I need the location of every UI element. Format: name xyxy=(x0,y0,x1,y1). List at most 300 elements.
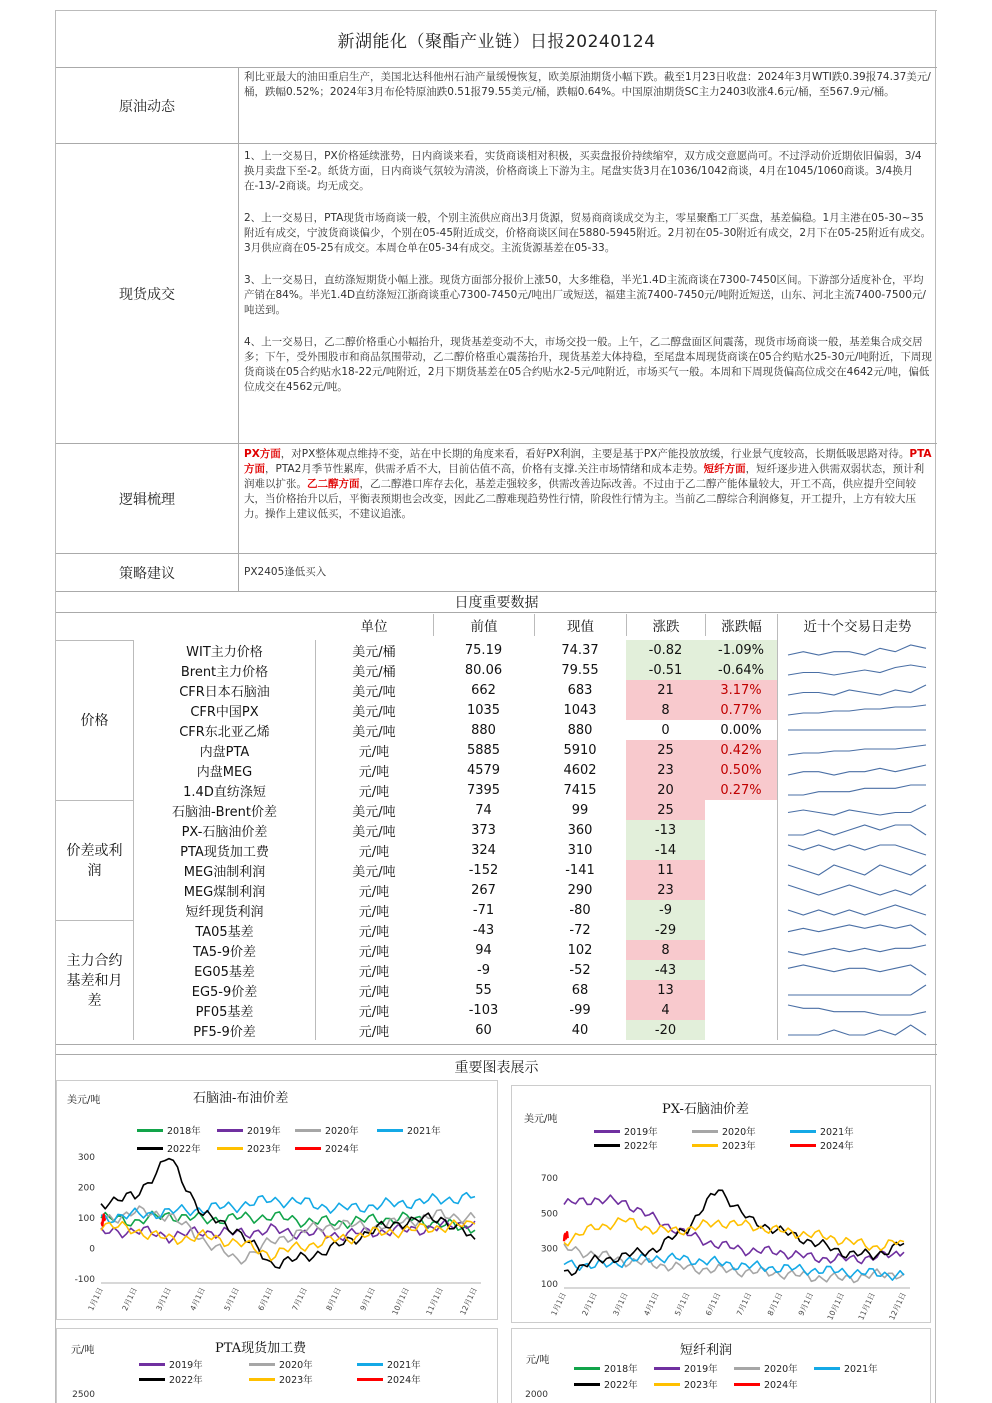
row-prev: 7395 xyxy=(466,782,501,798)
legend-swatch xyxy=(357,1363,383,1366)
logic-heading-pf: 短纤方面 xyxy=(703,463,746,475)
row-prev: 4579 xyxy=(466,762,501,778)
series-line-2023 xyxy=(101,1220,475,1260)
row-unit: 美元/吨 xyxy=(352,864,396,880)
table-row xyxy=(56,820,937,840)
table-row xyxy=(56,980,937,1000)
series-line-2021 xyxy=(101,1193,475,1223)
legend-swatch xyxy=(654,1383,680,1386)
chart3-unit: 元/吨 xyxy=(71,1345,95,1356)
row-pct xyxy=(705,940,777,960)
row-prev: 324 xyxy=(471,842,496,858)
table-row xyxy=(56,660,937,680)
legend-item xyxy=(734,1377,798,1391)
legend-label: 2023年 xyxy=(722,1141,756,1152)
legend-item xyxy=(139,1372,203,1386)
row-pct xyxy=(705,840,777,860)
row-trend-sparkline xyxy=(784,940,934,960)
row-prev: 74 xyxy=(475,802,492,818)
table-header-5: 近十个交易日走势 xyxy=(777,614,937,636)
row-pct: 0.27% xyxy=(705,780,777,800)
row-name: Brent主力价格 xyxy=(180,664,269,680)
sparkline-path xyxy=(788,945,926,955)
row-trend-sparkline xyxy=(784,1020,934,1040)
logic-heading-meg: 乙二醇方面 xyxy=(307,478,360,490)
y-tick-label: 700 xyxy=(540,1174,558,1184)
strategy-label: 策略建议 xyxy=(56,554,239,591)
table-row xyxy=(56,1020,937,1040)
logic-section xyxy=(56,443,937,553)
row-unit: 元/吨 xyxy=(358,884,390,900)
row-trend-sparkline xyxy=(784,780,934,800)
row-unit: 美元/吨 xyxy=(352,804,396,820)
y-tick-label: 500 xyxy=(540,1209,558,1220)
sparkline-path xyxy=(788,825,926,835)
chart4-ytick: 2000 xyxy=(525,1390,548,1400)
table-row xyxy=(56,800,937,820)
row-cur: 99 xyxy=(571,802,589,818)
row-chg: -43 xyxy=(626,960,705,980)
legend-item xyxy=(574,1361,638,1375)
chart2-plot xyxy=(512,1086,932,1324)
row-cur: 4602 xyxy=(563,762,597,778)
y-tick-label: 300 xyxy=(77,1153,95,1163)
y-tick-label: 300 xyxy=(540,1244,558,1255)
y-tick-label: 100 xyxy=(540,1280,558,1290)
chart1-plot xyxy=(57,1081,499,1321)
sparkline-path xyxy=(788,645,926,655)
row-trend-sparkline xyxy=(784,640,934,660)
sparkline-path xyxy=(788,985,926,995)
table-row xyxy=(56,900,937,920)
row-cur: 7415 xyxy=(563,782,597,798)
row-prev: 55 xyxy=(475,982,492,998)
table-group-label: 价格 xyxy=(56,640,134,800)
row-pct: 0.00% xyxy=(720,722,762,738)
table-header-2: 现值 xyxy=(534,614,626,636)
x-tick-label: 5月1日 xyxy=(672,1291,692,1318)
legend-swatch xyxy=(249,1363,275,1366)
row-prev: 60 xyxy=(475,1022,492,1038)
row-unit: 元/吨 xyxy=(358,944,390,960)
legend-label: 2020年 xyxy=(325,1126,359,1137)
row-cur: -80 xyxy=(569,902,591,918)
sparkline-path xyxy=(788,745,926,755)
row-trend-sparkline xyxy=(784,880,934,900)
row-cur: 5910 xyxy=(563,742,597,758)
row-name: MEG油制利润 xyxy=(183,864,266,880)
x-tick-label: 3月1日 xyxy=(611,1291,630,1318)
chart2-unit: 美元/吨 xyxy=(524,1114,558,1125)
row-name: EG5-9价差 xyxy=(191,984,258,1000)
naphtha-brent-spread-chart xyxy=(56,1080,498,1320)
row-unit: 元/吨 xyxy=(358,1004,390,1020)
legend-label: 2024年 xyxy=(764,1380,798,1391)
row-cur: 310 xyxy=(567,842,593,858)
row-name: 短纤现货利润 xyxy=(185,904,264,920)
table-header-0: 单位 xyxy=(360,619,388,635)
spot-paragraph-pf: 3、上一交易日，直纺涤短期货小幅上涨。现货方面部分报价上涨50，大多维稳，半光1.4D主流商谈在7300-7450区间。下游部分适度补仓，平均产销在84%。半光1.4D直纺涤短江浙商谈重心7300-7450元/吨出厂或短送，福建主流7400-7450元/吨附近短送，山东、河北主流7400-7500元/吨送到。 xyxy=(244,274,926,316)
legend-label: 2021年 xyxy=(407,1126,441,1137)
row-trend-sparkline xyxy=(784,720,934,740)
sparkline-path xyxy=(788,1025,926,1035)
x-tick-label: 6月1日 xyxy=(256,1286,275,1313)
row-name: CFR东北亚乙烯 xyxy=(179,724,270,740)
row-chg: 25 xyxy=(626,800,705,820)
row-prev: -152 xyxy=(468,862,499,878)
spot-paragraph-pta: 2、上一交易日，PTA现货市场商谈一般，个别主流供应商出3月货源，贸易商商谈成交为主，零星聚酯工厂买盘，基差偏稳。1月主港在05-30~35附近有成交，宁波货商谈偏少，个别在05-45附近成交，价格商谈区间在5880-5945附近。2月初在05-30附近有成交，2月下在05-25附近有成交。3月供应商在05-25有成交。本周仓单在05-34有成交。主流货源基差在05-33。 xyxy=(244,212,932,254)
table-row xyxy=(56,840,937,860)
row-chg: 8 xyxy=(626,940,705,960)
sparkline-path xyxy=(788,805,926,815)
sparkline-path xyxy=(788,925,926,935)
row-cur: 360 xyxy=(567,822,593,838)
x-tick-label: 12月1日 xyxy=(887,1291,908,1322)
row-chg: 13 xyxy=(626,980,705,1000)
legend-swatch xyxy=(139,1378,165,1381)
x-tick-label: 8月1日 xyxy=(765,1291,785,1318)
table-row xyxy=(56,640,937,660)
x-tick-label: 7月1日 xyxy=(290,1286,309,1313)
row-name: CFR中国PX xyxy=(190,704,259,720)
legend-label: 2021年 xyxy=(844,1364,878,1375)
row-chg: -13 xyxy=(626,820,705,840)
x-tick-label: 11月1日 xyxy=(856,1291,877,1322)
x-tick-label: 5月1日 xyxy=(222,1286,241,1313)
row-cur: -141 xyxy=(565,862,595,878)
sparkline-path xyxy=(788,1005,926,1015)
x-tick-label: 3月1日 xyxy=(154,1286,173,1313)
daily-data-table xyxy=(56,614,937,1044)
row-cur: 290 xyxy=(567,882,593,898)
table-row xyxy=(56,960,937,980)
legend-item xyxy=(357,1372,421,1386)
row-cur: 68 xyxy=(571,982,589,998)
row-pct xyxy=(705,880,777,900)
logic-heading-pta: PTA方面 xyxy=(244,448,932,475)
row-chg: 0 xyxy=(661,722,670,738)
sparkline-path xyxy=(788,665,926,675)
row-unit: 元/吨 xyxy=(358,904,390,920)
row-cur: -72 xyxy=(569,922,591,938)
table-row xyxy=(56,720,937,740)
row-unit: 元/吨 xyxy=(358,744,390,760)
table-row xyxy=(56,860,937,880)
legend-label: 2024年 xyxy=(820,1141,854,1152)
legend-swatch xyxy=(734,1367,760,1370)
strategy-text: PX2405逢低买入 xyxy=(244,566,327,578)
chart3-title: PTA现货加工费 xyxy=(215,1341,307,1356)
sparkline-path xyxy=(788,765,926,775)
row-prev: 880 xyxy=(471,722,496,738)
row-name: CFR日本石脑油 xyxy=(179,684,270,700)
chart1-unit: 美元/吨 xyxy=(67,1095,101,1106)
sparkline-path xyxy=(788,845,926,855)
row-unit: 元/吨 xyxy=(358,984,390,1000)
row-name: TA5-9价差 xyxy=(192,944,257,960)
logic-text-meg: ，乙二醇港口库存去化，基差走强较多，供需改善边际改善。不过由于乙二醇产能体量较大，开工不高，供应提升空间较大，当价格抬升以后，平衡表预期也会改变，因此乙二醇难现趋势性行情，阶段性行情为主。当前乙二醇综合利润修复，开工提升，上方有较大压力。操作上建议低买，不建议追涨。 xyxy=(244,478,916,520)
row-pct: 0.77% xyxy=(705,700,777,720)
row-name: 内盘PTA xyxy=(199,744,250,760)
logic-text xyxy=(239,444,937,522)
legend-label: 2020年 xyxy=(722,1127,756,1138)
spot-paragraph-meg: 4、上一交易日，乙二醇价格重心小幅抬升，现货基差变动不大，市场交投一般。上午，乙二醇盘面区间震荡，现货市场商谈一般，基差集合成交居多；下午，受外围股市和商品氛围带动，乙二醇价格重心震荡抬升，现货基差大体持稳，至尾盘本周现货商谈在05合约贴水25-30元/吨附近，下周现货商谈在05合约贴水18-22元/吨附近，2月下期货基差在05合约贴水2-5元/吨附近，市场买气一般。本周和下周现货偏高位成交在4642元/吨，偏低位成交在4562元/吨。 xyxy=(244,336,932,393)
row-unit: 美元/吨 xyxy=(352,724,396,740)
row-name: 内盘MEG xyxy=(196,764,253,780)
row-name: 石脑油-Brent价差 xyxy=(171,804,277,820)
row-chg: 8 xyxy=(626,700,705,720)
legend-label: 2021年 xyxy=(387,1360,421,1371)
x-tick-label: 9月1日 xyxy=(796,1291,816,1318)
x-tick-label: 6月1日 xyxy=(703,1291,723,1318)
table-group-label: 主力合约基差和月差 xyxy=(56,920,134,1040)
x-tick-label: 10月1日 xyxy=(825,1291,846,1322)
row-unit: 美元/吨 xyxy=(352,824,396,840)
row-unit: 元/吨 xyxy=(358,844,390,860)
chart3-ytick: 2500 xyxy=(72,1390,95,1400)
row-prev: 373 xyxy=(471,822,496,838)
x-tick-label: 1月1日 xyxy=(86,1286,105,1313)
legend-swatch xyxy=(654,1367,680,1370)
row-trend-sparkline xyxy=(784,860,934,880)
table-row xyxy=(56,680,937,700)
legend-label: 2019年 xyxy=(624,1127,658,1138)
row-unit: 美元/桶 xyxy=(352,664,396,680)
legend-label: 2019年 xyxy=(247,1126,281,1137)
row-pct xyxy=(705,920,777,940)
chart4-title: 短纤利润 xyxy=(680,1343,733,1358)
report-title-row xyxy=(56,10,937,67)
row-cur: 79.55 xyxy=(561,662,599,678)
sparkline-path xyxy=(788,885,926,895)
row-trend-sparkline xyxy=(784,900,934,920)
legend-label: 2024年 xyxy=(387,1375,421,1386)
row-prev: -103 xyxy=(468,1002,499,1018)
row-chg: -14 xyxy=(626,840,705,860)
row-name: PX-石脑油价差 xyxy=(181,824,268,840)
table-group-label: 价差或利润 xyxy=(56,800,134,920)
row-chg: 11 xyxy=(626,860,705,880)
row-trend-sparkline xyxy=(784,840,934,860)
sparkline-path xyxy=(788,705,926,715)
row-pct xyxy=(705,960,777,980)
y-tick-label: 100 xyxy=(77,1214,95,1224)
row-chg: 23 xyxy=(626,760,705,780)
sparkline-path xyxy=(788,865,926,875)
x-tick-label: 9月1日 xyxy=(358,1286,377,1313)
legend-item xyxy=(574,1377,638,1391)
series-line-2021 xyxy=(564,1253,904,1280)
x-tick-label: 7月1日 xyxy=(734,1291,754,1318)
x-tick-label: 4月1日 xyxy=(642,1291,661,1318)
row-name: PF05基差 xyxy=(195,1004,254,1020)
row-pct xyxy=(705,980,777,1000)
chart1-title: 石脑油-布油价差 xyxy=(193,1091,289,1106)
row-pct: 0.42% xyxy=(705,740,777,760)
row-chg: -0.51 xyxy=(626,660,705,680)
table-row xyxy=(56,760,937,780)
row-name: 1.4D直纺涤短 xyxy=(183,784,266,800)
row-trend-sparkline xyxy=(784,700,934,720)
y-tick-label: 0 xyxy=(89,1244,95,1255)
legend-swatch xyxy=(814,1367,840,1370)
row-pct xyxy=(705,860,777,880)
chart2-title: PX-石脑油价差 xyxy=(662,1102,749,1117)
sparkline-path xyxy=(788,965,926,975)
row-unit: 元/吨 xyxy=(358,924,390,940)
legend-label: 2022年 xyxy=(169,1375,203,1386)
table-row xyxy=(56,780,937,800)
table-header-row xyxy=(56,614,937,636)
x-tick-label: 11月1日 xyxy=(424,1286,445,1317)
series-line-2020 xyxy=(564,1244,904,1283)
x-tick-label: 10月1日 xyxy=(390,1286,411,1317)
legend-label: 2023年 xyxy=(279,1375,313,1386)
px-naphtha-spread-chart xyxy=(511,1085,931,1323)
logic-label: 逻辑梳理 xyxy=(56,444,239,553)
legend-swatch xyxy=(734,1383,760,1386)
x-tick-label: 1月1日 xyxy=(549,1291,568,1318)
spot-section xyxy=(56,143,937,443)
row-unit: 美元/吨 xyxy=(352,704,396,720)
row-pct xyxy=(705,1000,777,1020)
logic-heading-px: PX方面 xyxy=(244,448,281,460)
series-line-2022 xyxy=(564,1190,904,1275)
table-row xyxy=(56,880,937,900)
legend-label: 2022年 xyxy=(167,1144,201,1155)
x-tick-label: 12月1日 xyxy=(458,1286,479,1317)
legend-label: 2019年 xyxy=(169,1360,203,1371)
row-trend-sparkline xyxy=(784,960,934,980)
x-tick-label: 2月1日 xyxy=(120,1286,139,1313)
legend-label: 2018年 xyxy=(604,1364,638,1375)
legend-label: 2023年 xyxy=(684,1380,718,1391)
crude-text: 利比亚最大的油田重启生产，美国北达科他州石油产量缓慢恢复，欧美原油期货小幅下跌。截至1月23日收盘：2024年3月WTI跌0.39报74.37美元/桶，跌幅0.52%；2024年3月布伦特原油跌0.51报79.55美元/桶，跌幅0.64%。中国原油期货SC主力2403收涨4.6元/桶，至567.9元/桶。 xyxy=(244,71,931,98)
legend-label: 2021年 xyxy=(820,1127,854,1138)
row-cur: -99 xyxy=(569,1002,591,1018)
legend-label: 2023年 xyxy=(247,1144,281,1155)
legend-label: 2020年 xyxy=(764,1364,798,1375)
table-header-3: 涨跌 xyxy=(626,614,705,636)
row-prev: -43 xyxy=(472,922,495,938)
row-trend-sparkline xyxy=(784,980,934,1000)
row-pct: 0.50% xyxy=(705,760,777,780)
crude-section xyxy=(56,67,937,143)
row-unit: 元/吨 xyxy=(358,1024,390,1040)
logic-text-px: ，对PX整体观点维持不变，站在中长期的角度来看，看好PX利润，主要是基于PX产能投放放缓，行业景气度较高，长期低吸思路对待。 xyxy=(280,448,910,460)
legend-item xyxy=(734,1361,798,1375)
table-row xyxy=(56,700,937,720)
charts-title: 重要图表展示 xyxy=(454,1059,539,1076)
row-name: WIT主力价格 xyxy=(186,644,263,660)
sparkline-path xyxy=(788,685,926,695)
legend-item xyxy=(654,1361,718,1375)
row-chg: -29 xyxy=(626,920,705,940)
logic-text-pf: ，短纤逐步进入供需双弱状态，预计利润难以扩张。 xyxy=(244,463,925,490)
table-row xyxy=(56,1000,937,1020)
row-prev: -9 xyxy=(477,962,490,978)
row-cur: 1043 xyxy=(563,702,597,718)
legend-label: 2024年 xyxy=(325,1144,359,1155)
legend-label: 2019年 xyxy=(684,1364,718,1375)
row-name: TA05基差 xyxy=(195,924,254,940)
row-chg: 21 xyxy=(626,680,705,700)
row-pct xyxy=(705,1020,777,1040)
series-line-2023 xyxy=(564,1218,904,1250)
row-pct: -0.64% xyxy=(705,660,777,680)
x-tick-label: 2月1日 xyxy=(580,1291,599,1318)
legend-swatch xyxy=(249,1378,275,1381)
legend-swatch xyxy=(357,1378,383,1381)
legend-item xyxy=(357,1357,421,1371)
legend-label: 2018年 xyxy=(167,1126,201,1137)
row-prev: 1035 xyxy=(466,702,501,718)
row-prev: 5885 xyxy=(466,742,501,758)
row-chg: -9 xyxy=(626,900,705,920)
table-row xyxy=(56,940,937,960)
row-prev: 94 xyxy=(475,942,492,958)
charts-title-row xyxy=(56,1054,937,1078)
legend-item xyxy=(814,1361,878,1375)
table-header-4: 涨跌幅 xyxy=(705,614,777,636)
row-pct xyxy=(705,900,777,920)
row-cur: 40 xyxy=(571,1022,589,1038)
legend-swatch xyxy=(574,1367,600,1370)
spot-text xyxy=(239,144,937,412)
pta-processing-fee-chart xyxy=(56,1328,498,1403)
legend-label: 2020年 xyxy=(279,1360,313,1371)
x-tick-label: 8月1日 xyxy=(324,1286,343,1313)
legend-item xyxy=(139,1357,203,1371)
series-line-2024 xyxy=(564,1232,568,1241)
table-title: 日度重要数据 xyxy=(454,595,539,611)
sparkline-path xyxy=(788,905,926,915)
row-trend-sparkline xyxy=(784,740,934,760)
row-unit: 美元/吨 xyxy=(352,684,396,700)
row-name: MEG煤制利润 xyxy=(183,884,266,900)
report-title: 新湖能化（聚酯产业链）日报20240124 xyxy=(337,31,656,52)
legend-item xyxy=(249,1357,313,1371)
table-row xyxy=(56,920,937,940)
row-pct xyxy=(705,800,777,820)
row-unit: 元/吨 xyxy=(358,784,390,800)
row-trend-sparkline xyxy=(784,1000,934,1020)
row-prev: 267 xyxy=(471,882,496,898)
legend-swatch xyxy=(139,1363,165,1366)
strategy-section xyxy=(56,553,937,591)
row-cur: 683 xyxy=(567,682,593,698)
row-unit: 元/吨 xyxy=(358,964,390,980)
legend-item xyxy=(654,1377,718,1391)
row-prev: 662 xyxy=(471,682,496,698)
row-name: EG05基差 xyxy=(194,964,255,980)
y-tick-label: -100 xyxy=(74,1275,95,1285)
report-page xyxy=(55,10,936,1403)
row-prev: -71 xyxy=(472,902,495,918)
row-trend-sparkline xyxy=(784,760,934,780)
row-pct: 3.17% xyxy=(705,680,777,700)
row-trend-sparkline xyxy=(784,680,934,700)
spot-label: 现货成交 xyxy=(56,144,239,443)
legend-item xyxy=(249,1372,313,1386)
x-tick-label: 4月1日 xyxy=(188,1286,207,1313)
chart4-unit: 元/吨 xyxy=(526,1355,550,1366)
row-unit: 元/吨 xyxy=(358,764,390,780)
row-chg: 20 xyxy=(626,780,705,800)
pf-profit-chart xyxy=(511,1328,931,1403)
row-trend-sparkline xyxy=(784,920,934,940)
row-name: PTA现货加工费 xyxy=(180,844,269,860)
